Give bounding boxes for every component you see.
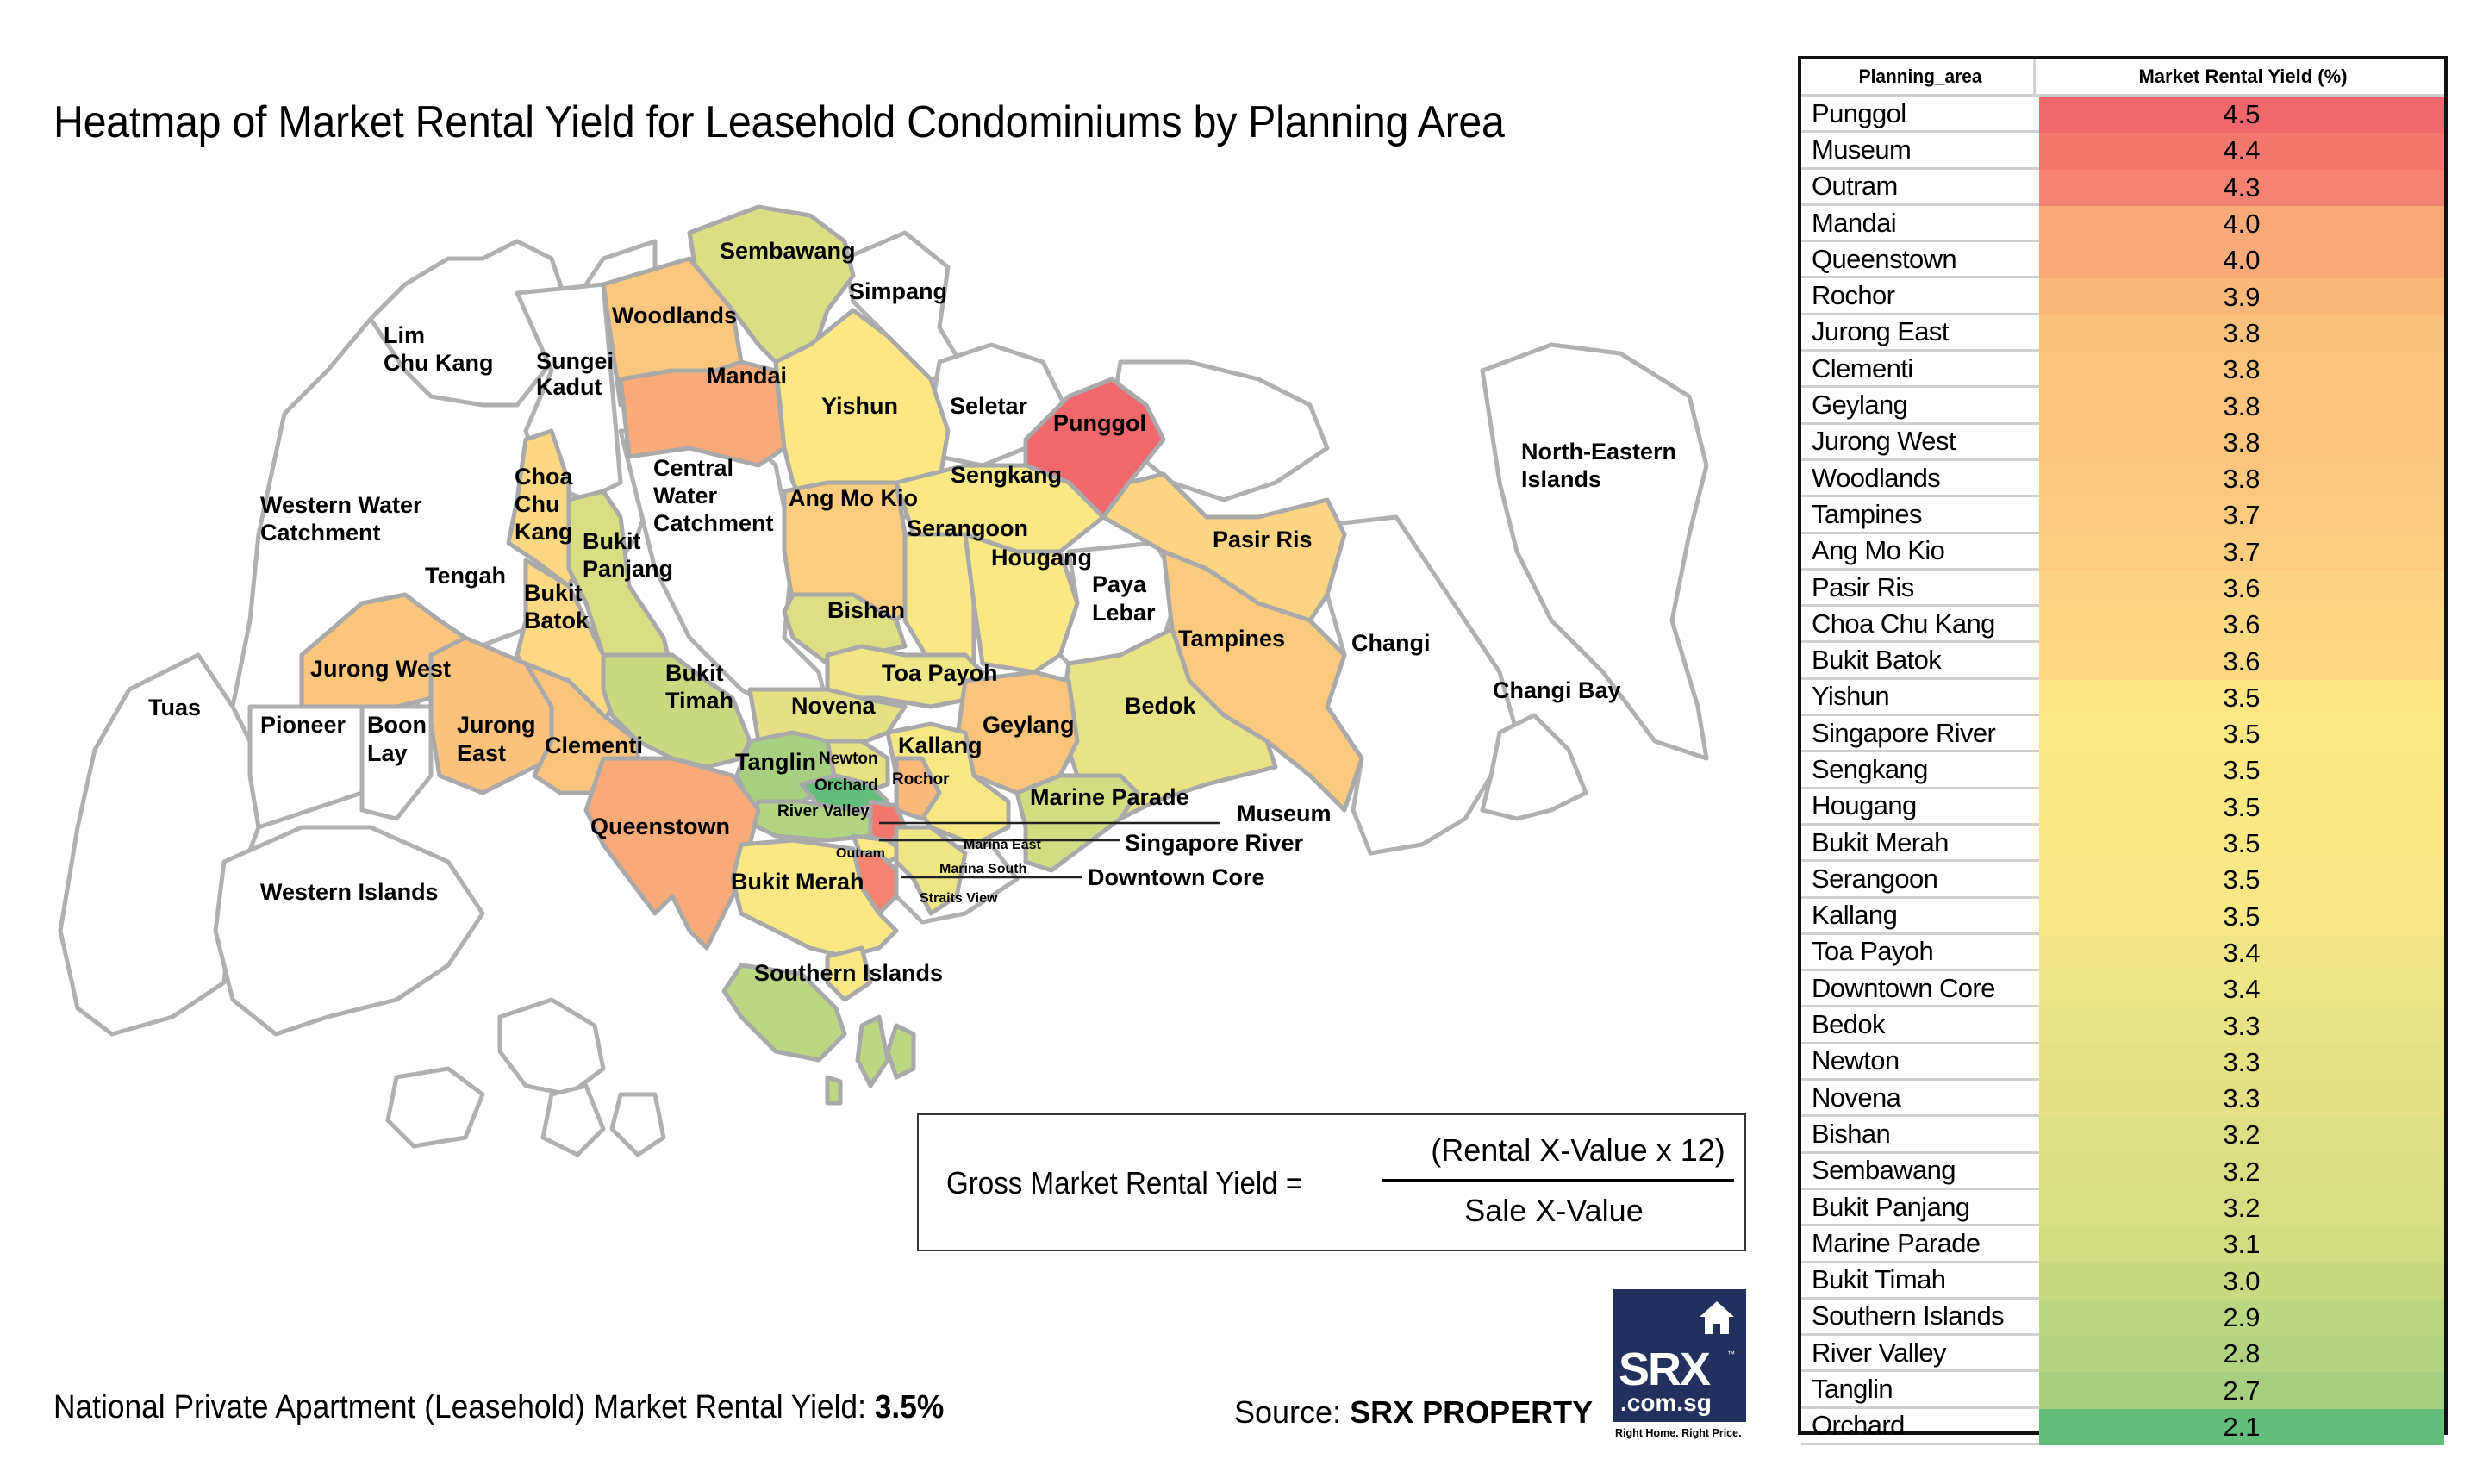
national-yield-value: 3.5% — [874, 1389, 945, 1425]
cell-yield-value: 2.7 — [2039, 1372, 2444, 1408]
region-queenstown — [586, 758, 758, 948]
label-chu: Chu — [515, 491, 560, 517]
cell-yield-value: 3.9 — [2039, 278, 2444, 315]
formula-lhs: Gross Market Rental Yield = — [946, 1165, 1303, 1200]
table-row — [1801, 497, 2444, 533]
label-novena: Novena — [791, 693, 876, 719]
label-jurong-west: Jurong West — [310, 656, 452, 682]
cell-yield-value: 3.2 — [2039, 1154, 2444, 1190]
table-row — [1801, 789, 2444, 826]
label-rochor: Rochor — [892, 770, 950, 789]
cell-planning-area: River Valley — [1801, 1336, 2039, 1372]
island-1 — [388, 1069, 483, 1146]
cell-yield-value: 3.8 — [2039, 425, 2444, 461]
cell-planning-area: Bukit Batok — [1801, 643, 2039, 679]
cell-planning-area: Bukit Merah — [1801, 826, 2039, 862]
label-central-catchment: Catchment — [653, 510, 774, 536]
cell-yield-value: 3.8 — [2039, 352, 2444, 388]
label-mandai: Mandai — [707, 363, 788, 389]
label-pasir-ris: Pasir Ris — [1213, 527, 1313, 552]
logo-domain: .com.sg — [1620, 1389, 1712, 1416]
table-row — [1801, 1263, 2444, 1300]
cell-yield-value: 3.5 — [2039, 752, 2444, 789]
table-row — [1801, 97, 2444, 133]
label-changi: Changi — [1351, 630, 1431, 656]
label-ang-mo-kio: Ang Mo Kio — [789, 485, 918, 511]
cell-yield-value: 4.4 — [2039, 133, 2444, 169]
cell-yield-value: 4.0 — [2039, 206, 2444, 242]
cell-planning-area: Bishan — [1801, 1117, 2039, 1153]
cell-planning-area: Queenstown — [1801, 242, 2039, 278]
source-value: SRX PROPERTY — [1350, 1394, 1594, 1430]
cell-planning-area: Woodlands — [1801, 461, 2039, 497]
label-marine-parade: Marine Parade — [1030, 784, 1189, 810]
label-catchment: Catchment — [260, 520, 381, 546]
cell-yield-value: 3.5 — [2039, 899, 2444, 935]
label-clementi: Clementi — [545, 733, 644, 758]
region-southern-islands-4 — [827, 1077, 840, 1103]
table-row — [1801, 206, 2444, 242]
cell-yield-value: 3.6 — [2039, 643, 2444, 679]
table-row — [1801, 935, 2444, 971]
table-row — [1801, 716, 2444, 752]
cell-yield-value: 2.8 — [2039, 1336, 2444, 1372]
table-row — [1801, 1372, 2444, 1408]
label-tengah: Tengah — [425, 563, 506, 589]
label-serangoon: Serangoon — [907, 515, 1029, 541]
table-row — [1801, 971, 2444, 1007]
table-row — [1801, 278, 2444, 315]
cell-yield-value: 2.9 — [2039, 1300, 2444, 1336]
label-sembawang: Sembawang — [720, 238, 856, 264]
cell-yield-value: 3.1 — [2039, 1226, 2444, 1263]
label-toa-payoh: Toa Payoh — [882, 660, 998, 686]
table-row — [1801, 1154, 2444, 1190]
label-yishun: Yishun — [821, 393, 899, 419]
label-western-water: Western Water — [260, 492, 422, 518]
label-sungei: Sungei — [536, 348, 615, 374]
cell-planning-area: Newton — [1801, 1044, 2039, 1081]
cell-planning-area: Geylang — [1801, 388, 2039, 424]
cell-planning-area: Clementi — [1801, 352, 2039, 388]
label-simpang: Simpang — [849, 278, 948, 304]
table-row — [1801, 352, 2444, 388]
table-row — [1801, 607, 2444, 643]
label-southern-islands: Southern Islands — [754, 960, 944, 986]
table-row — [1801, 1081, 2444, 1117]
table-row — [1801, 170, 2444, 206]
label-kadut: Kadut — [536, 374, 602, 400]
label-lim: Lim — [384, 322, 426, 348]
label-bishan: Bishan — [827, 597, 906, 623]
cell-planning-area: Kallang — [1801, 899, 2039, 935]
label-punggol: Punggol — [1053, 410, 1146, 436]
label-tuas: Tuas — [148, 695, 202, 720]
label-central: Central — [653, 455, 734, 481]
label-jurong: Jurong — [457, 712, 536, 738]
label-bukit-merah: Bukit Merah — [731, 869, 864, 895]
label-bukit-b: Bukit — [524, 580, 583, 606]
label-downtown-core: Downtown Core — [1088, 864, 1265, 890]
label-choa: Choa — [515, 464, 573, 489]
cell-yield-value: 4.5 — [2039, 97, 2444, 133]
national-yield-label: National Private Apartment (Leasehold) Market Rental Yield: — [53, 1389, 866, 1425]
cell-planning-area: Serangoon — [1801, 862, 2039, 898]
cell-yield-value: 3.5 — [2039, 716, 2444, 752]
label-kallang: Kallang — [898, 733, 983, 758]
cell-yield-value: 4.0 — [2039, 242, 2444, 278]
table-row — [1801, 1117, 2444, 1153]
label-batok: Batok — [524, 608, 590, 633]
cell-planning-area: Tanglin — [1801, 1372, 2039, 1408]
label-lay: Lay — [367, 740, 408, 766]
label-river-valley: River Valley — [777, 802, 870, 820]
table-row — [1801, 534, 2444, 571]
label-western-islands: Western Islands — [260, 879, 439, 905]
region-southern-islands-2 — [858, 1017, 888, 1086]
cell-yield-value: 3.3 — [2039, 1044, 2444, 1081]
label-bukit-t: Bukit — [665, 660, 724, 686]
cell-yield-value: 3.3 — [2039, 1007, 2444, 1044]
formula-fraction — [1377, 1132, 1779, 1229]
table-row — [1801, 242, 2444, 278]
label-boon: Boon — [367, 712, 427, 738]
label-seletar: Seletar — [950, 393, 1028, 419]
label-orchard: Orchard — [814, 776, 878, 795]
cell-planning-area: Toa Payoh — [1801, 935, 2039, 971]
cell-planning-area: Orchard — [1801, 1409, 2039, 1445]
region-western-islands-2 — [500, 1000, 603, 1094]
source-label: Source: — [1234, 1394, 1342, 1430]
label-islands: Islands — [1521, 466, 1602, 492]
cell-planning-area: Museum — [1801, 133, 2039, 169]
label-marina-east: Marina East — [964, 838, 1041, 852]
table-header — [1801, 59, 2444, 97]
label-paya: Paya — [1092, 571, 1147, 597]
label-tanglin: Tanglin — [735, 749, 816, 775]
table-row — [1801, 425, 2444, 461]
label-sengkang: Sengkang — [951, 462, 1063, 488]
region-western-islands — [215, 827, 483, 1034]
header-market-rental-yield: Market Rental Yield (%) — [2138, 65, 2348, 87]
cell-yield-value: 3.7 — [2039, 497, 2444, 533]
cell-planning-area: Hougang — [1801, 789, 2039, 826]
cell-yield-value: 3.6 — [2039, 571, 2444, 607]
cell-yield-value: 3.4 — [2039, 971, 2444, 1007]
label-newton: Newton — [819, 750, 878, 768]
cell-planning-area: Marine Parade — [1801, 1226, 2039, 1263]
cell-planning-area: Tampines — [1801, 497, 2039, 533]
cell-planning-area: Bukit Panjang — [1801, 1190, 2039, 1226]
cell-planning-area: Choa Chu Kang — [1801, 607, 2039, 643]
cell-yield-value: 3.6 — [2039, 607, 2444, 643]
cell-planning-area: Sembawang — [1801, 1154, 2039, 1190]
house-icon — [1698, 1300, 1736, 1340]
table-row — [1801, 1300, 2444, 1336]
cell-yield-value: 3.2 — [2039, 1190, 2444, 1226]
cell-yield-value: 3.5 — [2039, 826, 2444, 862]
label-timah: Timah — [665, 688, 734, 714]
cell-planning-area: Downtown Core — [1801, 971, 2039, 1007]
table-row — [1801, 1336, 2444, 1372]
cell-planning-area: Novena — [1801, 1081, 2039, 1117]
label-tampines: Tampines — [1178, 626, 1286, 652]
yield-table — [1798, 56, 2448, 1442]
logo-brand: SRX — [1619, 1344, 1710, 1395]
cell-yield-value: 3.5 — [2039, 789, 2444, 826]
cell-yield-value: 3.4 — [2039, 935, 2444, 971]
srx-logo — [1613, 1289, 1746, 1422]
cell-planning-area: Jurong West — [1801, 425, 2039, 461]
label-geylang: Geylang — [983, 712, 1075, 738]
cell-yield-value: 3.8 — [2039, 315, 2444, 352]
label-queenstown: Queenstown — [590, 814, 731, 839]
national-yield — [53, 1389, 944, 1426]
label-pioneer: Pioneer — [260, 712, 346, 738]
label-singapore-river: Singapore River — [1125, 830, 1304, 856]
cell-planning-area: Bedok — [1801, 1007, 2039, 1044]
label-marina-south: Marina South — [939, 862, 1027, 876]
cell-planning-area: Rochor — [1801, 278, 2039, 315]
cell-planning-area: Ang Mo Kio — [1801, 534, 2039, 571]
table-row — [1801, 1007, 2444, 1044]
table-row — [1801, 571, 2444, 607]
cell-yield-value: 3.8 — [2039, 388, 2444, 424]
logo-trademark: ™ — [1727, 1350, 1735, 1358]
table-row — [1801, 899, 2444, 935]
cell-yield-value: 4.3 — [2039, 170, 2444, 206]
fraction-bar — [1382, 1179, 1734, 1182]
cell-planning-area: Sengkang — [1801, 752, 2039, 789]
label-bukit-p: Bukit — [583, 528, 641, 554]
table-row — [1801, 1409, 2444, 1445]
label-water: Water — [653, 483, 718, 508]
table-row — [1801, 461, 2444, 497]
table-row — [1801, 1190, 2444, 1226]
logo-tagline: Right Home. Right Price. — [1615, 1427, 1742, 1439]
cell-yield-value: 3.8 — [2039, 461, 2444, 497]
label-bedok: Bedok — [1125, 693, 1196, 719]
cell-planning-area: Punggol — [1801, 97, 2039, 133]
label-lebar: Lebar — [1092, 600, 1156, 626]
cell-planning-area: Southern Islands — [1801, 1300, 2039, 1336]
label-north-eastern: North-Eastern — [1521, 439, 1677, 465]
island-3 — [612, 1094, 664, 1155]
table-row — [1801, 133, 2444, 169]
cell-yield-value: 3.5 — [2039, 680, 2444, 716]
cell-yield-value: 3.3 — [2039, 1081, 2444, 1117]
cell-yield-value: 3.2 — [2039, 1117, 2444, 1153]
table-row — [1801, 1226, 2444, 1263]
label-museum: Museum — [1237, 801, 1332, 826]
label-straits-view: Straits View — [920, 891, 998, 906]
cell-planning-area: Bukit Timah — [1801, 1263, 2039, 1300]
formula-numerator: (Rental X-Value x 12) — [1431, 1132, 1725, 1168]
label-hougang: Hougang — [991, 545, 1092, 571]
label-chu-kang: Chu Kang — [384, 350, 494, 376]
table-row — [1801, 388, 2444, 424]
source-credit — [1234, 1394, 1593, 1431]
region-southern-islands-3 — [888, 1026, 914, 1077]
table-row — [1801, 643, 2444, 679]
cell-planning-area: Mandai — [1801, 206, 2039, 242]
table-row — [1801, 1044, 2444, 1081]
cell-planning-area: Yishun — [1801, 680, 2039, 716]
cell-planning-area: Singapore River — [1801, 716, 2039, 752]
cell-planning-area: Jurong East — [1801, 315, 2039, 352]
table-row — [1801, 752, 2444, 789]
cell-yield-value: 3.5 — [2039, 862, 2444, 898]
table-body — [1801, 97, 2444, 1445]
label-kang: Kang — [515, 519, 573, 545]
label-changi-bay: Changi Bay — [1493, 677, 1621, 703]
cell-planning-area: Pasir Ris — [1801, 571, 2039, 607]
table-row — [1801, 826, 2444, 862]
cell-planning-area: Outram — [1801, 170, 2039, 206]
cell-yield-value: 3.7 — [2039, 534, 2444, 571]
label-outram: Outram — [836, 846, 885, 861]
label-woodlands: Woodlands — [612, 302, 737, 328]
island-2 — [543, 1086, 603, 1155]
table-row — [1801, 680, 2444, 716]
formula-denominator: Sale X-Value — [1464, 1193, 1644, 1228]
cell-yield-value: 2.1 — [2039, 1409, 2444, 1445]
label-east: East — [457, 740, 507, 766]
header-planning-area: Planning_area — [1807, 59, 2036, 94]
region-serangoon — [905, 534, 974, 664]
table-row — [1801, 862, 2444, 898]
cell-yield-value: 3.0 — [2039, 1263, 2444, 1300]
page-title: Heatmap of Market Rental Yield for Leasehold Condominiums by Planning Area — [53, 97, 1505, 147]
formula-box — [917, 1113, 1746, 1251]
label-panjang: Panjang — [583, 556, 674, 582]
table-row — [1801, 315, 2444, 352]
